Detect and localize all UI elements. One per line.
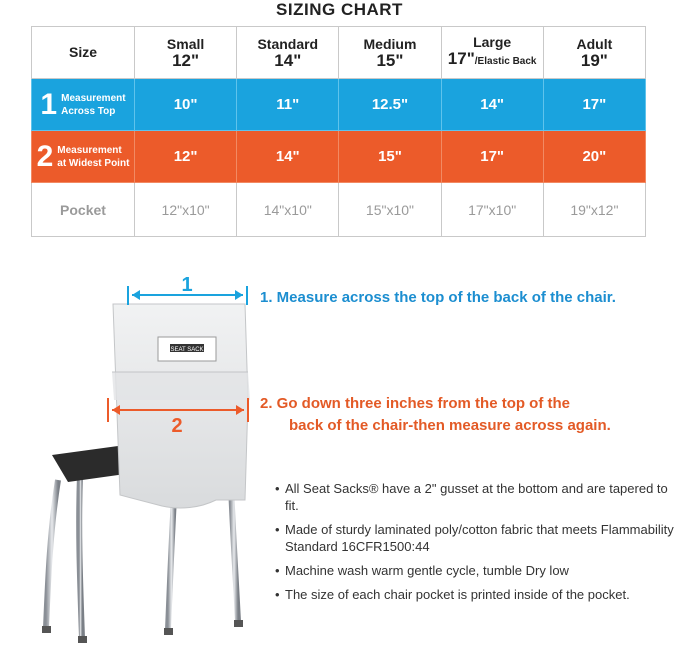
row-label-widest-point: 2 Measurement at Widest Point bbox=[32, 131, 135, 183]
feature-list bbox=[275, 480, 679, 610]
sack-tag-text: SEAT SACK bbox=[170, 347, 204, 353]
row-label-pocket: Pocket bbox=[32, 183, 135, 237]
list-item: • The size of each chair pocket is printed inside of the pocket. bbox=[275, 587, 630, 602]
table-cell: 15" bbox=[339, 131, 441, 183]
table-cell: 12.5" bbox=[339, 79, 441, 131]
table-cell: 15"x10" bbox=[339, 183, 441, 237]
table-cell: 11" bbox=[237, 79, 339, 131]
size-col-standard: Standard 14" bbox=[237, 27, 339, 79]
step-two-line2: back of the chair-then measure across again. bbox=[289, 417, 611, 434]
table-row-across-top bbox=[32, 79, 646, 131]
size-col-adult: Adult 19" bbox=[543, 27, 645, 79]
table-cell: 17" bbox=[441, 131, 543, 183]
table-cell: 14"x10" bbox=[237, 183, 339, 237]
chair-illustration bbox=[40, 260, 270, 650]
size-col-small: Small 12" bbox=[135, 27, 237, 79]
step-two-line1: 2. Go down three inches from the top of the bbox=[260, 395, 571, 412]
table-row-widest-point bbox=[32, 131, 646, 183]
size-col-medium: Medium 15" bbox=[339, 27, 441, 79]
table-cell: 12" bbox=[135, 131, 237, 183]
size-header-label: Size bbox=[32, 27, 135, 79]
table-row-size bbox=[32, 27, 646, 79]
measure-top-arrow bbox=[128, 274, 247, 305]
table-cell: 20" bbox=[543, 131, 645, 183]
table-cell: 12"x10" bbox=[135, 183, 237, 237]
table-cell: 10" bbox=[135, 79, 237, 131]
table-cell: 14" bbox=[441, 79, 543, 131]
table-row-pocket bbox=[32, 183, 646, 237]
table-cell: 19"x12" bbox=[543, 183, 645, 237]
table-cell: 17"x10" bbox=[441, 183, 543, 237]
step-one-text: 1. Measure across the top of the back of the chair. bbox=[260, 289, 616, 306]
table-cell: 14" bbox=[237, 131, 339, 183]
list-item: • Made of sturdy laminated poly/cotton fabric that meets Flammability Standard 16CFR1500:44 bbox=[275, 522, 674, 554]
seat-sack bbox=[112, 304, 250, 508]
step-two-text bbox=[260, 393, 611, 437]
sizing-chart-title: SIZING CHART bbox=[276, 0, 403, 19]
row-label-across-top: 1 Measurement Across Top bbox=[32, 79, 135, 131]
list-item: • Machine wash warm gentle cycle, tumble Dry low bbox=[275, 563, 569, 578]
list-item: • All Seat Sacks® have a 2" gusset at the bottom and are tapered to fit. bbox=[275, 481, 668, 513]
size-col-large: Large 17"/Elastic Back bbox=[441, 27, 543, 79]
measure-wide-label: 2 bbox=[171, 415, 183, 437]
measure-top-label: 1 bbox=[181, 274, 193, 296]
sizing-table bbox=[31, 26, 646, 237]
table-cell: 17" bbox=[543, 79, 645, 131]
